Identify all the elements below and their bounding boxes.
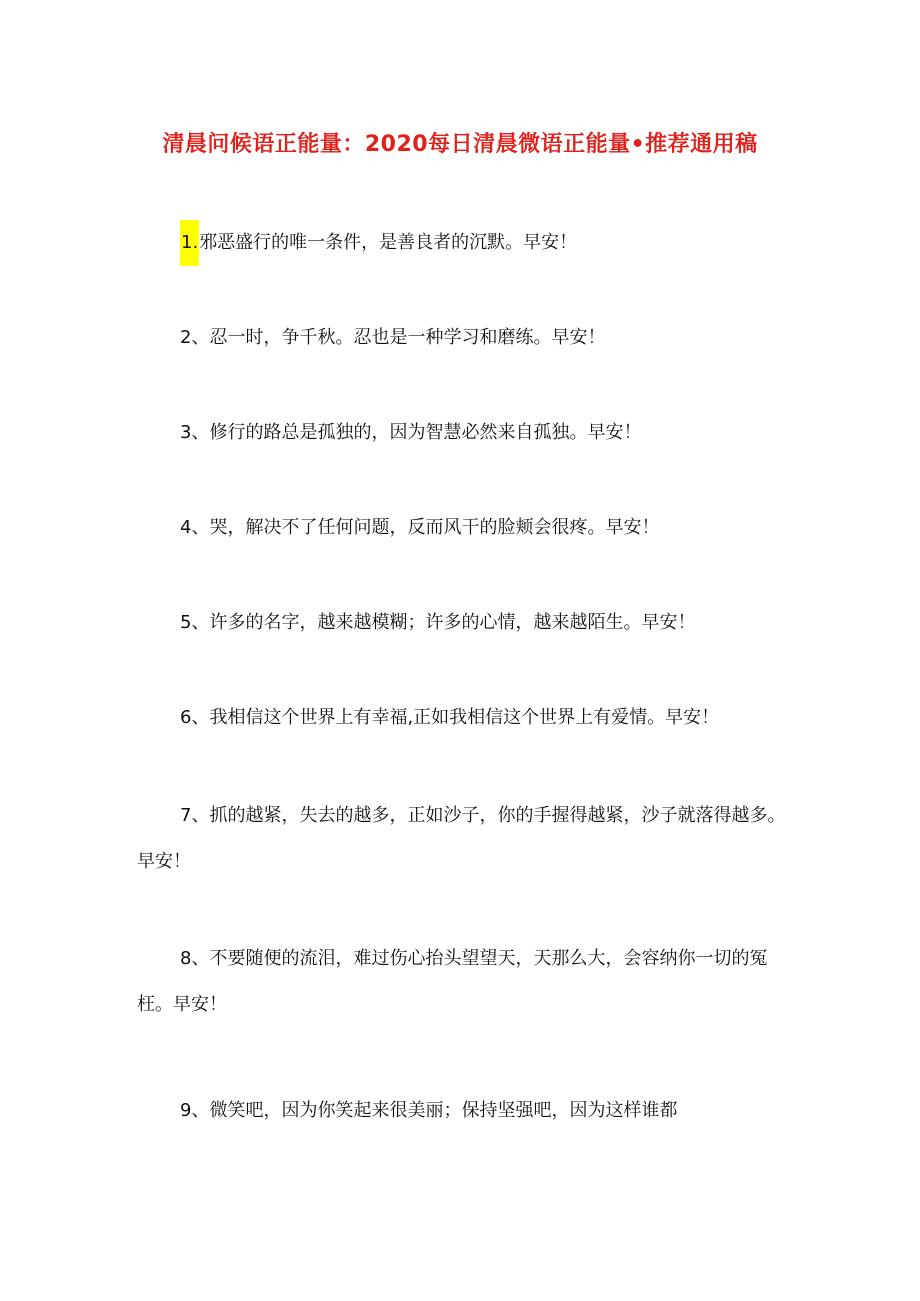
document-title: 清晨问候语正能量：2020每日清晨微语正能量•推荐通用稿 <box>162 132 758 157</box>
paragraph-text: 邪恶盛行的唯一条件，是善良者的沉默。早安！ <box>199 232 578 253</box>
paragraph-9: 9、微笑吧，因为你笑起来很美丽；保持坚强吧，因为这样谁都 <box>180 1100 678 1121</box>
paragraph-3: 3、修行的路总是孤独的，因为智慧必然来自孤独。早安！ <box>180 422 642 443</box>
paragraph-4: 4、哭，解决不了任何问题，反而风干的脸颊会很疼。早安！ <box>180 517 660 538</box>
paragraph-1 <box>137 220 787 266</box>
paragraph-6: 6、我相信这个世界上有幸福,正如我相信这个世界上有爱情。早安！ <box>180 707 720 728</box>
paragraph-8: 8、不要随便的流泪，难过伤心抬头望望天，天那么大，会容纳你一切的冤枉。早安！ <box>137 948 768 1015</box>
highlighted-number: 1. <box>180 220 199 266</box>
paragraph-7: 7、抓的越紧，失去的越多，正如沙子，你的手握得越紧，沙子就落得越多。早安！ <box>137 805 786 872</box>
paragraph-2: 2、忍一时，争千秋。忍也是一种学习和磨练。早安！ <box>180 327 606 348</box>
paragraph-5: 5、许多的名字，越来越模糊；许多的心情，越来越陌生。早安！ <box>180 612 696 633</box>
